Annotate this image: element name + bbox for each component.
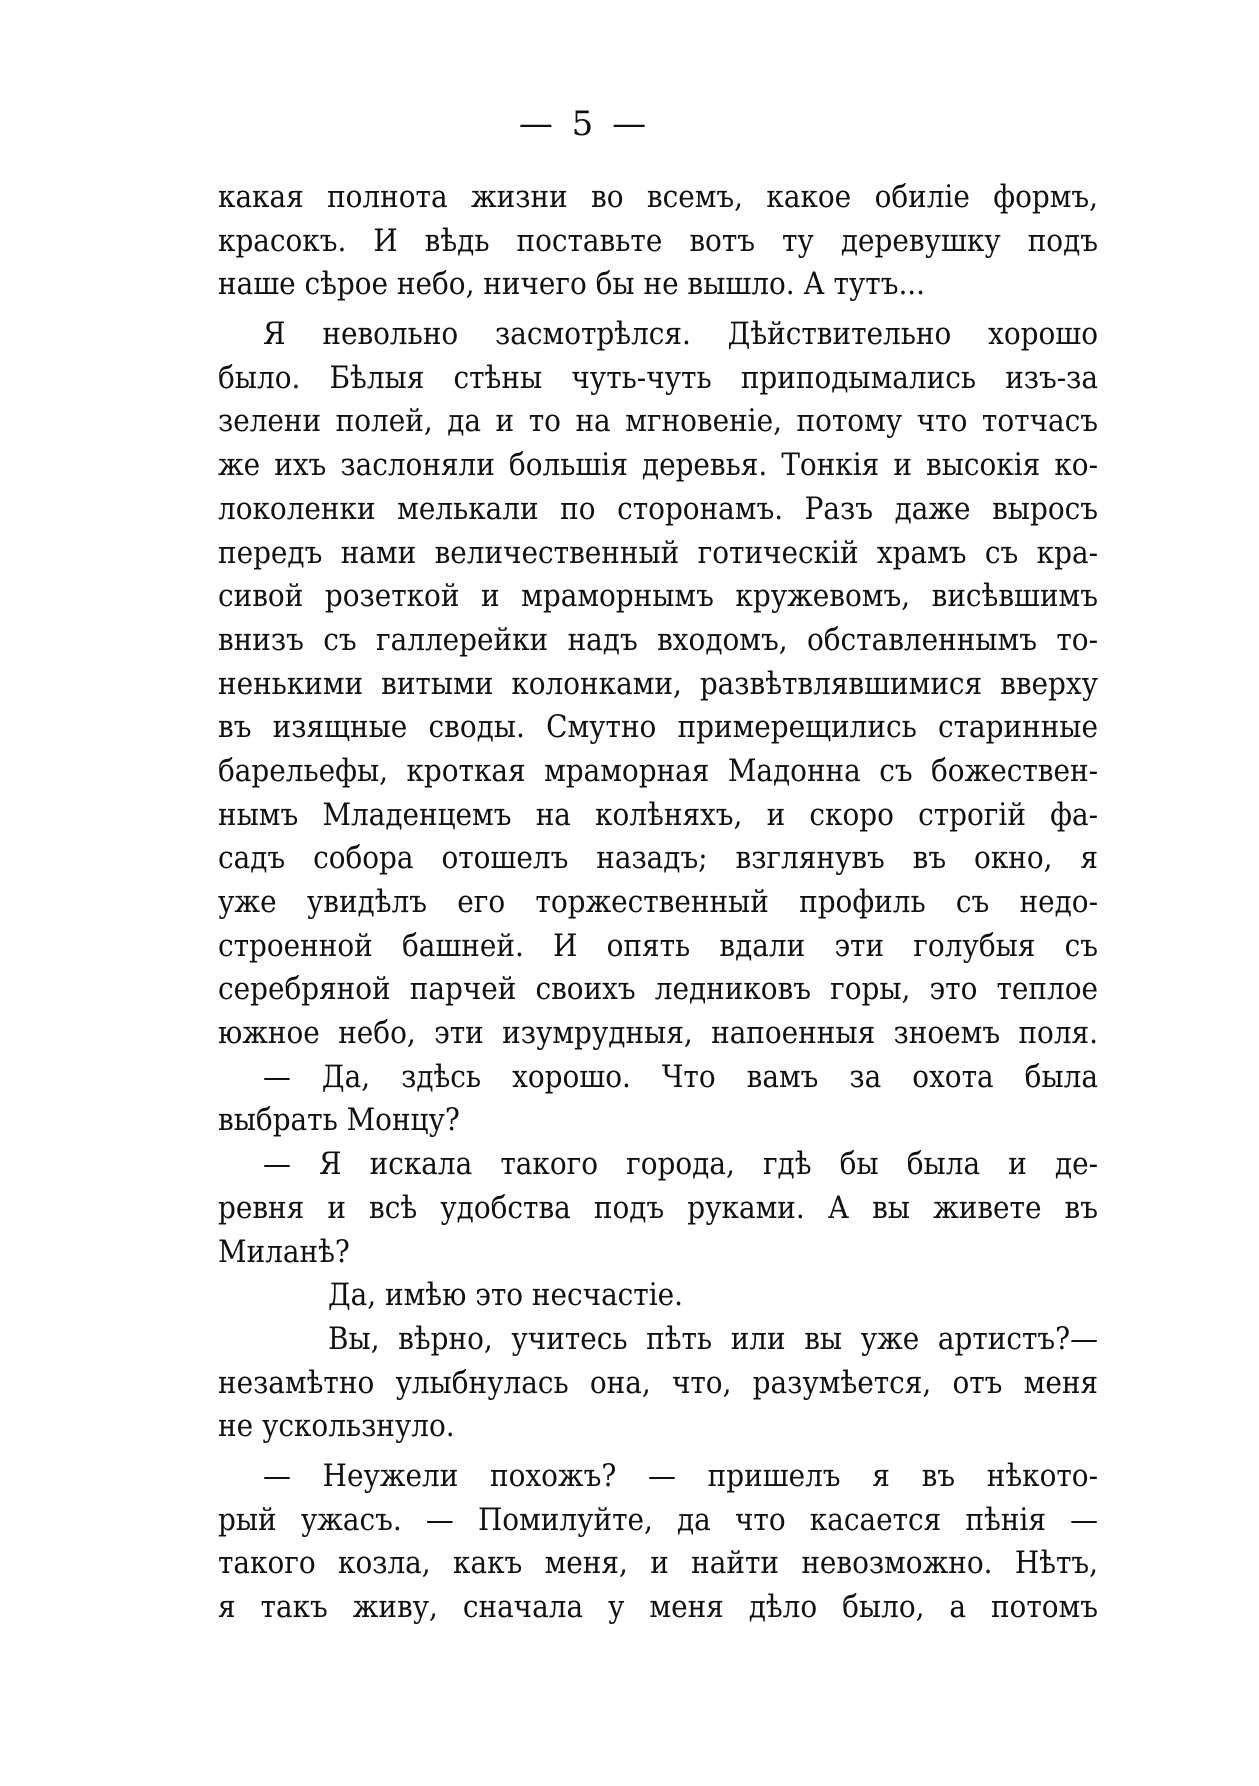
text-line: зелени полей, да и то на мгновеніе, потому что тотчасъ: [218, 403, 1098, 440]
text-line: уже увидѣлъ его торжественный профиль съ недо-: [218, 884, 1098, 920]
text-line: ненькими витыми колонками, развѣтвлявшимися вверху: [218, 665, 1098, 702]
text-line: садъ собора отошелъ назадъ; взглянувъ въ окно, я: [218, 840, 1098, 877]
body-text: [218, 176, 1098, 1630]
text-line: Вы, вѣрно, учитесь пѣть или вы уже артистъ?—: [328, 1320, 1098, 1357]
text-line: внизъ съ галлерейки надъ входомъ, обставленнымъ то-: [218, 621, 1098, 658]
text-line: южное небо, эти изумрудныя, напоенныя знoемъ поля.: [218, 1015, 1098, 1052]
page-number: — 5 —: [518, 104, 651, 144]
text-line: — Да, здѣсь хорошо. Что вамъ за охота была: [263, 1058, 1098, 1095]
text-line: было. Бѣлыя стѣны чуть-чуть приподымались изъ-за: [218, 359, 1098, 396]
text-line: Да, имѣю это несчастіе.: [328, 1277, 684, 1314]
text-line: серебряной парчей своихъ ледниковъ горы, это теплое: [218, 971, 1098, 1008]
text-line: рый ужасъ. — Помилуйте, да что касается пѣнія —: [218, 1501, 1098, 1538]
text-line: нымъ Младенцемъ на колѣняхъ, и скоро строгій фа-: [218, 796, 1098, 833]
text-line: строенной башней. И опять вдали эти голубыя съ: [218, 927, 1098, 964]
text-line: передъ нами величественный готическій храмъ съ кра-: [218, 534, 1098, 571]
text-line: Я невольно засмотрѣлся. Дѣйствительно хорошо: [263, 316, 1098, 353]
text-line: такого козла, какъ меня, и найти невозможно. Нѣтъ,: [218, 1545, 1098, 1582]
text-line: какая полнота жизни во всемъ, какое обиліе формъ,: [218, 179, 1098, 215]
text-line: незамѣтно улыбнулась она, что, разумѣется, отъ меня: [218, 1364, 1098, 1401]
text-line: не ускользнуло.: [218, 1408, 455, 1445]
text-line: барельефы, кроткая мраморная Мадонна съ божествен-: [218, 752, 1098, 789]
text-line: ревня и всѣ удобства подъ руками. А вы живете въ: [218, 1189, 1098, 1226]
text-line: красокъ. И вѣдь поставьте вотъ ту деревушку подъ: [218, 222, 1098, 259]
text-line: наше сѣрое небо, ничего бы не вышло. А тутъ...: [218, 266, 926, 303]
text-line: сивой розеткой и мраморнымъ кружевомъ, висѣвшимъ: [218, 578, 1098, 615]
text-line: локоленки мелькали по сторонамъ. Разъ даже выросъ: [218, 490, 1098, 527]
text-line: Миланѣ?: [218, 1233, 350, 1270]
text-line: — Я искала такого города, гдѣ бы была и де-: [263, 1146, 1098, 1183]
text-line: же ихъ заслоняли большія деревья. Тонкія и высокія ко-: [218, 447, 1098, 484]
text-line: въ изящные своды. Смутно примерещились старинные: [218, 709, 1098, 746]
text-line: я такъ живу, сначала у меня дѣло было, а потомъ: [218, 1589, 1098, 1625]
text-line: выбрать Монцу?: [218, 1102, 460, 1139]
text-line: — Неужели похожъ? — пришелъ я въ нѣкото-: [263, 1457, 1098, 1494]
